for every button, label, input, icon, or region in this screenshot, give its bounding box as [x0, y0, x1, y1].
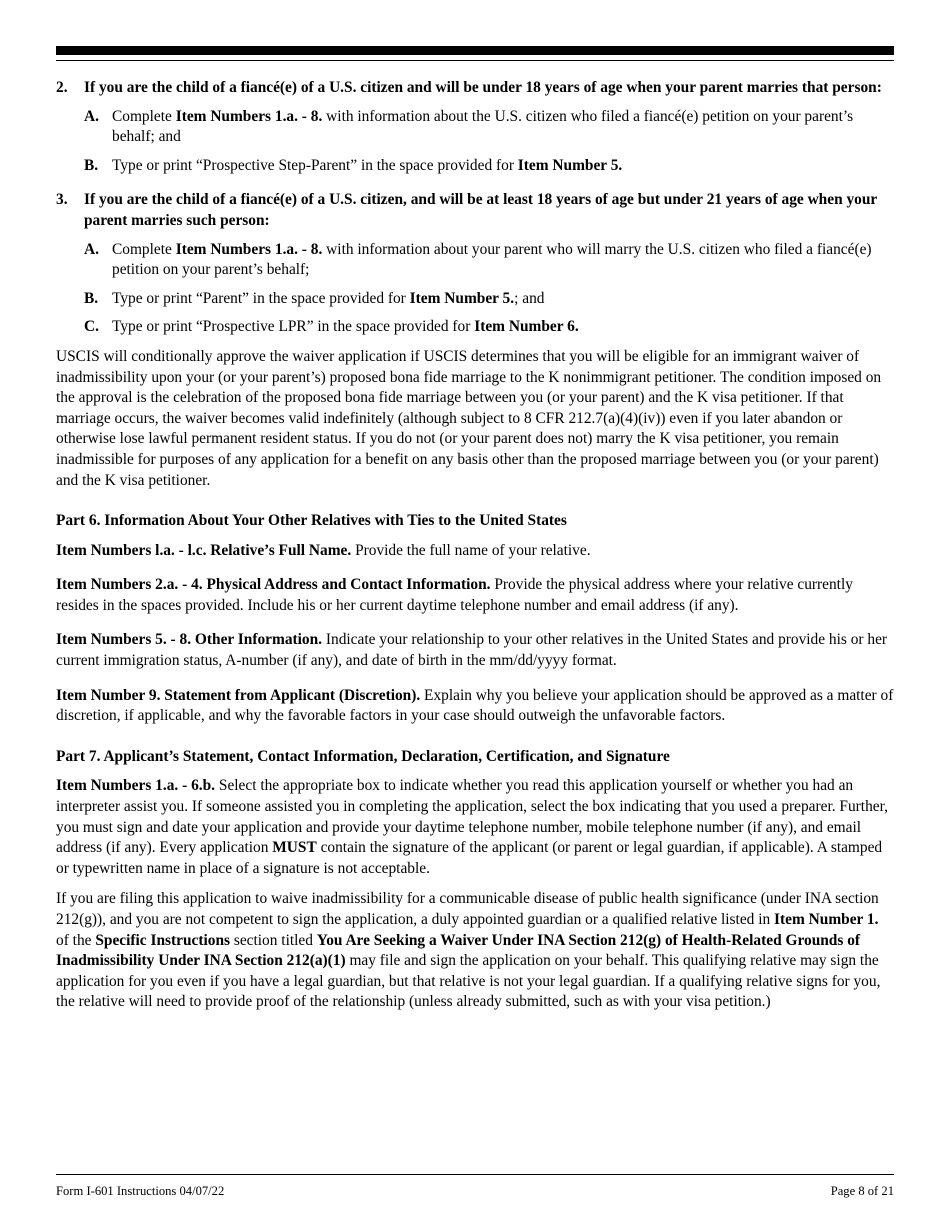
item-2-heading-text: If you are the child of a fiancé(e) of a U.S. citizen and will be under 18 years of age when your parent marries that person:	[84, 79, 882, 96]
item-text: Select the appropriate box to indicate whether you read this application yourself or whether you had an interpreter assist you. If someone assisted you in completing the application, select the box indicating that you used a preparer. Further, you must sign and date your application and provide your daytime telephone number, mobile telephone number (if any), and email address (if any). Every application	[56, 777, 888, 857]
sub-bold: Item Number 5.	[517, 156, 623, 174]
para-bold: Specific Instructions	[95, 931, 230, 949]
sub-text: with information about your parent who will marry the U.S. citizen who filed a fiancé(e) petition on your parent’s behalf;	[112, 240, 872, 279]
para-bold: You Are Seeking a Waiver Under INA Section 212(g) of Health-Related Grounds of Inadmissibility Under INA Section 212(a)(1)	[56, 931, 861, 970]
sub-text: Type or print “Parent” in the space provided for	[112, 289, 410, 307]
uscis-conditional-approval-paragraph: USCIS will conditionally approve the waiver application if USCIS determines that you will be eligible for an immigrant waiver of inadmissibility upon your (or your parent’s) proposed bona fide marriage to the K nonimmigrant petitioner. The condition imposed on the approval is the celebration of the proposed bona fide marriage between you (or your parent) and the K visa petitioner. If that marriage occurs, the waiver becomes valid indefinitely (although subject to 8 CFR 212.7(a)(4)(iv)) even if you later abandon or otherwise lose lawful permanent resident status. If you do not (or your parent does not) marry the K visa petitioner, you remain inadmissible for purposes of any application for a benefit on any basis other than the proposed marriage between you (or your parent) and the K visa petitioner.	[56, 347, 882, 489]
part-6-item-4	[56, 686, 894, 727]
part-6-heading: Part 6. Information About Your Other Relatives with Ties to the United States	[56, 512, 567, 530]
sub-bold: Item Number 6.	[474, 318, 579, 336]
sub-letter: B.	[84, 156, 99, 174]
item-2-sub-b	[84, 156, 894, 177]
item-3-sub-a	[84, 240, 894, 281]
item-3-number: 3.	[56, 191, 68, 209]
sub-bold: Item Number 5.	[409, 289, 515, 307]
item-2-number: 2.	[56, 79, 68, 96]
sub-letter: C.	[84, 318, 99, 336]
part-6-item-1	[56, 541, 894, 562]
item-2-heading	[56, 78, 894, 99]
item-2-sub-a	[84, 107, 894, 148]
sub-bold: Item Numbers 1.a. - 8.	[175, 240, 323, 258]
item-3-sub-c	[84, 317, 894, 338]
item-label: Item Number 9. Statement from Applicant (Discretion).	[56, 686, 421, 704]
sub-text: with information about the U.S. citizen who filed a fiancé(e) petition on your parent’s behalf; and	[112, 107, 854, 146]
sub-letter: A.	[84, 240, 99, 258]
item-3-sub-b	[84, 289, 894, 310]
item-3-sublist	[56, 240, 894, 338]
item-text: Explain why you believe your application should be approved as a matter of discretion, if applicable, and why the favorable factors in your case should outweigh the unfavorable factors.	[56, 686, 894, 725]
header-rule-thin	[56, 60, 894, 61]
part-6-item-2	[56, 575, 894, 616]
sub-text: Type or print “Prospective Step-Parent” in the space provided for	[112, 156, 518, 174]
sub-text: Complete	[112, 107, 176, 125]
item-2-sublist	[56, 107, 894, 177]
para-bold: Item Number 1.	[774, 911, 879, 928]
para-text: may file and sign the application on your behalf. This qualifying relative may sign the application for you even if you have a legal guardian, but that relative is not your legal guardian. If a qualifying relative signs for you, the relative will need to provide proof of the relationship (unless already submitted, such as with your visa petition.)	[56, 952, 881, 1011]
part-7-paragraph-2	[56, 889, 894, 1013]
para-text: If you are filing this application to waive inadmissibility for a communicable disease of public health significance (under INA section 212(g)), and you are not competent to sign the application, a duly appointed guardian or a qualified relative listed in	[56, 890, 879, 928]
sub-letter: B.	[84, 289, 99, 307]
sub-text: Complete	[112, 240, 176, 258]
item-3-heading	[56, 190, 894, 231]
item-label: Item Numbers 2.a. - 4. Physical Address and Contact Information.	[56, 576, 491, 594]
item-text: Provide the physical address where your relative currently resides in the spaces provided. Include his or her current daytime telephone number and email address (if any).	[56, 576, 853, 614]
sub-text: ; and	[514, 289, 545, 307]
item-3-heading-text: If you are the child of a fiancé(e) of a U.S. citizen, and will be at least 18 years of age but under 21 years of age when your parent marries such person:	[84, 191, 877, 229]
header-rule-thick	[56, 46, 894, 55]
item-text: contain the signature of the applicant (or parent or legal guardian, if applicable). A stamped or typewritten name in place of a signature is not acceptable.	[56, 839, 883, 877]
para-text: of the	[56, 931, 96, 949]
must-emphasis: MUST	[272, 839, 317, 857]
part-6-item-3	[56, 630, 894, 671]
item-label: Item Numbers 1.a. - 6.b.	[56, 777, 216, 795]
part-7-heading: Part 7. Applicant’s Statement, Contact Information, Declaration, Certification, and Signature	[56, 747, 670, 765]
item-label: Item Numbers l.a. - l.c. Relative’s Full Name.	[56, 541, 352, 559]
footer-form-id: Form I-601 Instructions 04/07/22	[56, 1184, 225, 1198]
footer-page-number: Page 8 of 21	[830, 1184, 894, 1198]
part-7-paragraph-1	[56, 776, 894, 879]
footer-rule	[56, 1174, 894, 1175]
sub-bold: Item Numbers 1.a. - 8.	[175, 107, 323, 125]
sub-letter: A.	[84, 107, 99, 125]
page-content	[56, 78, 894, 1013]
sub-text: Type or print “Prospective LPR” in the space provided for	[112, 318, 475, 336]
item-label: Item Numbers 5. - 8. Other Information.	[56, 631, 323, 649]
item-text: Indicate your relationship to your other relatives in the United States and provide his or her current immigration status, A-number (if any), and date of birth in the mm/dd/yyyy format.	[56, 631, 888, 670]
para-text: section titled	[230, 931, 317, 949]
item-text: Provide the full name of your relative.	[351, 541, 591, 559]
